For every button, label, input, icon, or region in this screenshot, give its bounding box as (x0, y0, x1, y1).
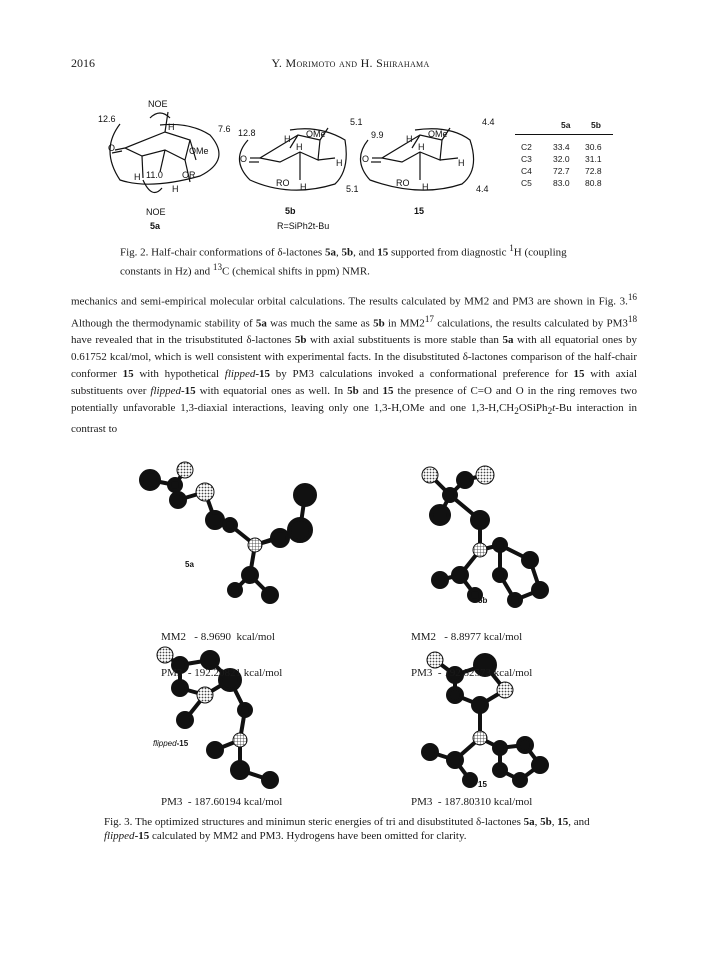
coupling-7-6: 7.6 (218, 124, 231, 134)
coupling-11-0: 11.0 (146, 170, 163, 180)
h-label-5b-1: H (300, 182, 307, 192)
coupling-4-4-top: 4.4 (482, 117, 495, 127)
coupling-12-6: 12.6 (98, 114, 116, 124)
energy-5a-mm2: MM2 - 8.9690 kcal/mol (161, 631, 275, 643)
table-cell: 83.0 (553, 178, 570, 188)
energy-5a (161, 607, 282, 691)
h-label-15-2: H (406, 134, 413, 144)
r-definition: R=SiPh2t-Bu (277, 221, 330, 231)
energy-5a-pm3: PM3 - 192.20821 kcal/mol (161, 667, 283, 679)
table-row (515, 165, 613, 177)
h-label-5b-3: H (296, 142, 303, 152)
energy-15: PM3 - 187.80310 kcal/mol (411, 796, 533, 808)
table-cell: 31.1 (585, 154, 602, 164)
compound-5b-label: 5b (285, 206, 296, 216)
h-label-5a-1: H (134, 172, 141, 182)
table-cell: C5 (521, 178, 532, 188)
ome-label-15: OMe (428, 129, 448, 139)
table-cell: 32.0 (553, 154, 570, 164)
table-cell: 33.4 (553, 142, 570, 152)
table-cell: 72.7 (553, 166, 570, 176)
coupling-12-8: 12.8 (238, 128, 256, 138)
h-label-15-4: H (458, 158, 465, 168)
chemical-shift-table (515, 118, 613, 189)
coupling-4-4-bottom: 4.4 (476, 184, 489, 194)
model-5a (141, 462, 315, 602)
h-label-5a-2: H (168, 122, 175, 132)
energy-5b (411, 607, 532, 691)
table-header-cell: 5a (561, 120, 571, 130)
h-label-5b-4: H (336, 158, 343, 168)
h-label-5a-3: H (172, 184, 179, 194)
model-label-5b: 5b (478, 596, 488, 605)
ro-label-5b: RO (276, 178, 290, 188)
table-cell: 72.8 (585, 166, 602, 176)
table-row (515, 153, 613, 165)
table-cell: 30.6 (585, 142, 602, 152)
fig3-caption: Fig. 3. The optimized structures and minimun steric energies of tri and disubstituted δ-lactones 5a, 5b, 15, and flipped-15 calculated by MM2 and PM3. Hydrogens have been omitted for clarity. (104, 816, 590, 842)
model-5b (422, 466, 547, 606)
table-row (515, 141, 613, 153)
o-label-15: O (362, 154, 370, 164)
noe-label-top: NOE (148, 99, 168, 109)
body-paragraph: mechanics and semi-empirical molecular orbital calculations. The results calculated by MM2 and PM3 are shown in Fig. 3.16 Although the thermodynamic stability of 5a was much the same as 5b in $MM2^{17}$ calculations, the results calculated by $PM3^{18}$ have revealed that in the trisubstituted δ-lactones 5b with axial substituents is more stable than 5a with all equatorial ones by 0.61752 kcal/mol, which is well consistent with experimental facts. In the disubstituted δ-lactones comparison of the half-chair conformer 15 with hypothetical flipped-15 by PM3 calculations invoked a conformational preference for 15 with axial substituents over flipped-15 with equatorial ones as well. In 5b and 15 the presence of C=O and O in the ring removes two potentially unfavorable 1,3-diaxial interactions, leaving only one 1,3-H,OMe and one $1,3-H,CH_2OSiPh_2t-Bu$ interaction in contrast to (71, 292, 638, 435)
energy-flipped-15: PM3 - 187.60194 kcal/mol (161, 796, 283, 808)
ome-label-5a: OMe (189, 146, 209, 156)
fig2-caption: Fig. 2. Half-chair conformations of δ-lactones 5a, 5b, and 15 supported from diagnostic $^1$H (coupling constants in Hz) and $^{13}$C (chemical shifts in ppm) NMR. (120, 243, 567, 278)
ro-label-15: RO (396, 178, 410, 188)
table-cell: C2 (521, 142, 532, 152)
page-number: 2016 (71, 56, 95, 70)
coupling-9-9: 9.9 (371, 130, 384, 140)
energy-5b-pm3: PM3 - 192.82573 kcal/mol (411, 667, 533, 679)
running-title: Y. Morimoto and H. Shirahama (271, 56, 430, 70)
h-label-15-3: H (418, 142, 425, 152)
noe-label-bottom: NOE (146, 207, 166, 217)
fig3-structures (0, 450, 701, 810)
ome-label-5b: OMe (306, 129, 326, 139)
model-label-flipped-15: flipped-15 (153, 739, 189, 748)
compound-15-label: 15 (414, 206, 425, 216)
model-label-5a: 5a (185, 560, 194, 569)
h-label-5b-2: H (284, 134, 291, 144)
energy-5b-mm2: MM2 - 8.8977 kcal/mol (411, 631, 523, 643)
coupling-5-1-top: 5.1 (350, 117, 363, 127)
h-label-15-1: H (422, 182, 429, 192)
o-label-5b: O (240, 154, 248, 164)
coupling-5-1-bottom: 5.1 (346, 184, 359, 194)
table-header (515, 118, 613, 135)
table-cell: 80.8 (585, 178, 602, 188)
or-label-5a: OR (182, 170, 196, 180)
table-header-cell: 5b (591, 120, 601, 130)
model-label-15: 15 (478, 780, 487, 789)
compound-5a-label: 5a (150, 221, 161, 231)
o-label-5a: O (108, 143, 116, 153)
table-cell: C4 (521, 166, 532, 176)
table-cell: C3 (521, 154, 532, 164)
table-row (515, 177, 613, 189)
